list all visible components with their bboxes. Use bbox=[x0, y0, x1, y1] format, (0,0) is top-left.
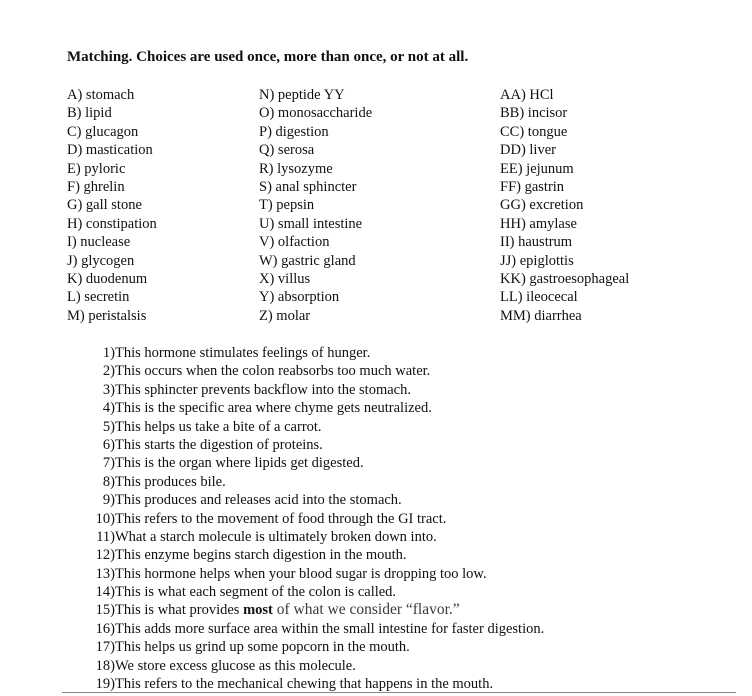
choice-item: C) glucagon bbox=[67, 123, 139, 140]
question-text: This is what each segment of the colon is called. bbox=[115, 584, 397, 601]
question-number: 9) bbox=[102, 492, 115, 509]
question-number: 4) bbox=[102, 400, 115, 417]
question-item bbox=[91, 546, 407, 564]
choice-item: KK) gastroesophageal bbox=[500, 270, 630, 287]
question-number: 8) bbox=[102, 473, 115, 490]
question-text bbox=[115, 601, 460, 619]
question-text-part: of what we consider “flavor.” bbox=[272, 601, 460, 619]
choice-item: K) duodenum bbox=[67, 270, 148, 287]
choices-column-3 bbox=[500, 86, 629, 325]
choice-item: D) mastication bbox=[67, 142, 153, 159]
question-number: 6) bbox=[102, 436, 115, 453]
question-text: This hormone stimulates feelings of hunger. bbox=[115, 345, 371, 361]
question-text: This is the specific area where chyme gets neutralized. bbox=[115, 400, 432, 417]
choice-item: E) pyloric bbox=[67, 160, 126, 177]
choice-item: O) monosaccharide bbox=[259, 105, 373, 122]
question-text: This hormone helps when your blood sugar is dropping too low. bbox=[115, 565, 487, 582]
question-text-part: This is what provides bbox=[115, 602, 244, 619]
choices-column-2 bbox=[259, 86, 372, 325]
question-number: 1) bbox=[102, 345, 115, 361]
choice-item: HH) amylase bbox=[500, 215, 577, 232]
question-text: This starts the digestion of proteins. bbox=[115, 436, 323, 453]
question-number: 14) bbox=[95, 584, 115, 601]
question-item bbox=[91, 473, 226, 491]
choice-item: J) glycogen bbox=[67, 252, 135, 269]
choice-item: V) olfaction bbox=[259, 234, 330, 251]
choice-item: L) secretin bbox=[67, 289, 130, 306]
choice-item: MM) diarrhea bbox=[500, 307, 582, 324]
question-item bbox=[91, 399, 432, 417]
question-emphasis: most bbox=[243, 602, 273, 619]
question-number: 10) bbox=[95, 510, 115, 527]
choice-item: FF) gastrin bbox=[500, 178, 565, 195]
choice-item: Y) absorption bbox=[259, 289, 340, 306]
question-text: This sphincter prevents backflow into the stomach. bbox=[115, 381, 411, 398]
choice-item: G) gall stone bbox=[67, 197, 142, 214]
question-item bbox=[91, 528, 437, 546]
question-number: 19) bbox=[95, 676, 115, 693]
choice-item: B) lipid bbox=[67, 105, 112, 122]
page-bottom-rule bbox=[62, 692, 736, 693]
question-number: 5) bbox=[102, 418, 115, 435]
choice-item: W) gastric gland bbox=[259, 252, 356, 269]
choice-item: R) lysozyme bbox=[259, 160, 333, 177]
choice-item: H) constipation bbox=[67, 215, 157, 232]
question-text: This produces and releases acid into the stomach. bbox=[115, 492, 402, 509]
question-item bbox=[91, 583, 397, 601]
question-text: This helps us grind up some popcorn in the mouth. bbox=[115, 639, 410, 656]
question-number: 18) bbox=[95, 657, 115, 674]
question-text: What a starch molecule is ultimately broken down into. bbox=[115, 528, 437, 545]
choice-item: DD) liver bbox=[500, 142, 556, 159]
choice-item: Q) serosa bbox=[259, 142, 315, 159]
question-item bbox=[91, 436, 323, 454]
question-number: 13) bbox=[95, 565, 115, 582]
choice-item: X) villus bbox=[259, 270, 311, 287]
question-text: This helps us take a bite of a carrot. bbox=[115, 418, 322, 435]
choice-item: T) pepsin bbox=[259, 197, 315, 214]
choice-item: F) ghrelin bbox=[67, 178, 125, 195]
choice-item: A) stomach bbox=[67, 87, 135, 103]
question-text: This produces bile. bbox=[115, 473, 226, 490]
question-text: This enzyme begins starch digestion in the mouth. bbox=[115, 547, 407, 564]
question-number: 3) bbox=[102, 381, 115, 398]
choice-item: CC) tongue bbox=[500, 123, 568, 140]
worksheet-heading: Matching. Choices are used once, more than once, or not at all. bbox=[67, 49, 469, 65]
question-text: This refers to the mechanical chewing that happens in the mouth. bbox=[115, 676, 494, 693]
question-item bbox=[91, 454, 364, 472]
question-item bbox=[91, 620, 545, 638]
question-item bbox=[91, 638, 410, 656]
question-number: 2) bbox=[102, 363, 115, 380]
choices-column-1 bbox=[67, 86, 157, 325]
choice-item: BB) incisor bbox=[500, 105, 568, 122]
question-number: 17) bbox=[95, 639, 115, 656]
question-text: This adds more surface area within the small intestine for faster digestion. bbox=[115, 620, 545, 637]
choice-item: I) nuclease bbox=[67, 234, 131, 251]
question-number: 16) bbox=[95, 620, 115, 637]
choice-item: Z) molar bbox=[259, 307, 311, 324]
question-item bbox=[91, 418, 322, 436]
choice-item: II) haustrum bbox=[500, 234, 573, 251]
choice-item: M) peristalsis bbox=[67, 307, 147, 324]
question-item bbox=[91, 381, 411, 399]
choice-item: JJ) epiglottis bbox=[500, 252, 574, 269]
choice-item: N) peptide YY bbox=[259, 87, 345, 103]
choice-item: P) digestion bbox=[259, 123, 329, 140]
question-item bbox=[91, 491, 402, 509]
question-list bbox=[91, 344, 545, 693]
question-item bbox=[91, 510, 447, 528]
question-item bbox=[91, 344, 371, 362]
question-item bbox=[91, 362, 431, 380]
question-item bbox=[91, 657, 356, 675]
question-item bbox=[91, 601, 460, 619]
choice-item: LL) ileocecal bbox=[500, 289, 578, 306]
question-text: This occurs when the colon reabsorbs too much water. bbox=[115, 363, 431, 380]
question-item bbox=[91, 565, 487, 583]
question-number: 11) bbox=[96, 528, 115, 545]
question-text: We store excess glucose as this molecule. bbox=[115, 657, 356, 674]
question-number: 12) bbox=[95, 547, 115, 564]
choice-item: AA) HCl bbox=[500, 87, 554, 103]
choice-item: U) small intestine bbox=[259, 215, 363, 232]
choice-item: GG) excretion bbox=[500, 197, 584, 214]
question-text: This refers to the movement of food through the GI tract. bbox=[115, 510, 447, 527]
question-number: 7) bbox=[102, 455, 115, 472]
question-number: 15) bbox=[95, 602, 115, 619]
question-item bbox=[91, 675, 494, 693]
question-text: This is the organ where lipids get digested. bbox=[115, 455, 364, 472]
choice-item: EE) jejunum bbox=[500, 160, 574, 177]
choice-item: S) anal sphincter bbox=[259, 178, 357, 195]
